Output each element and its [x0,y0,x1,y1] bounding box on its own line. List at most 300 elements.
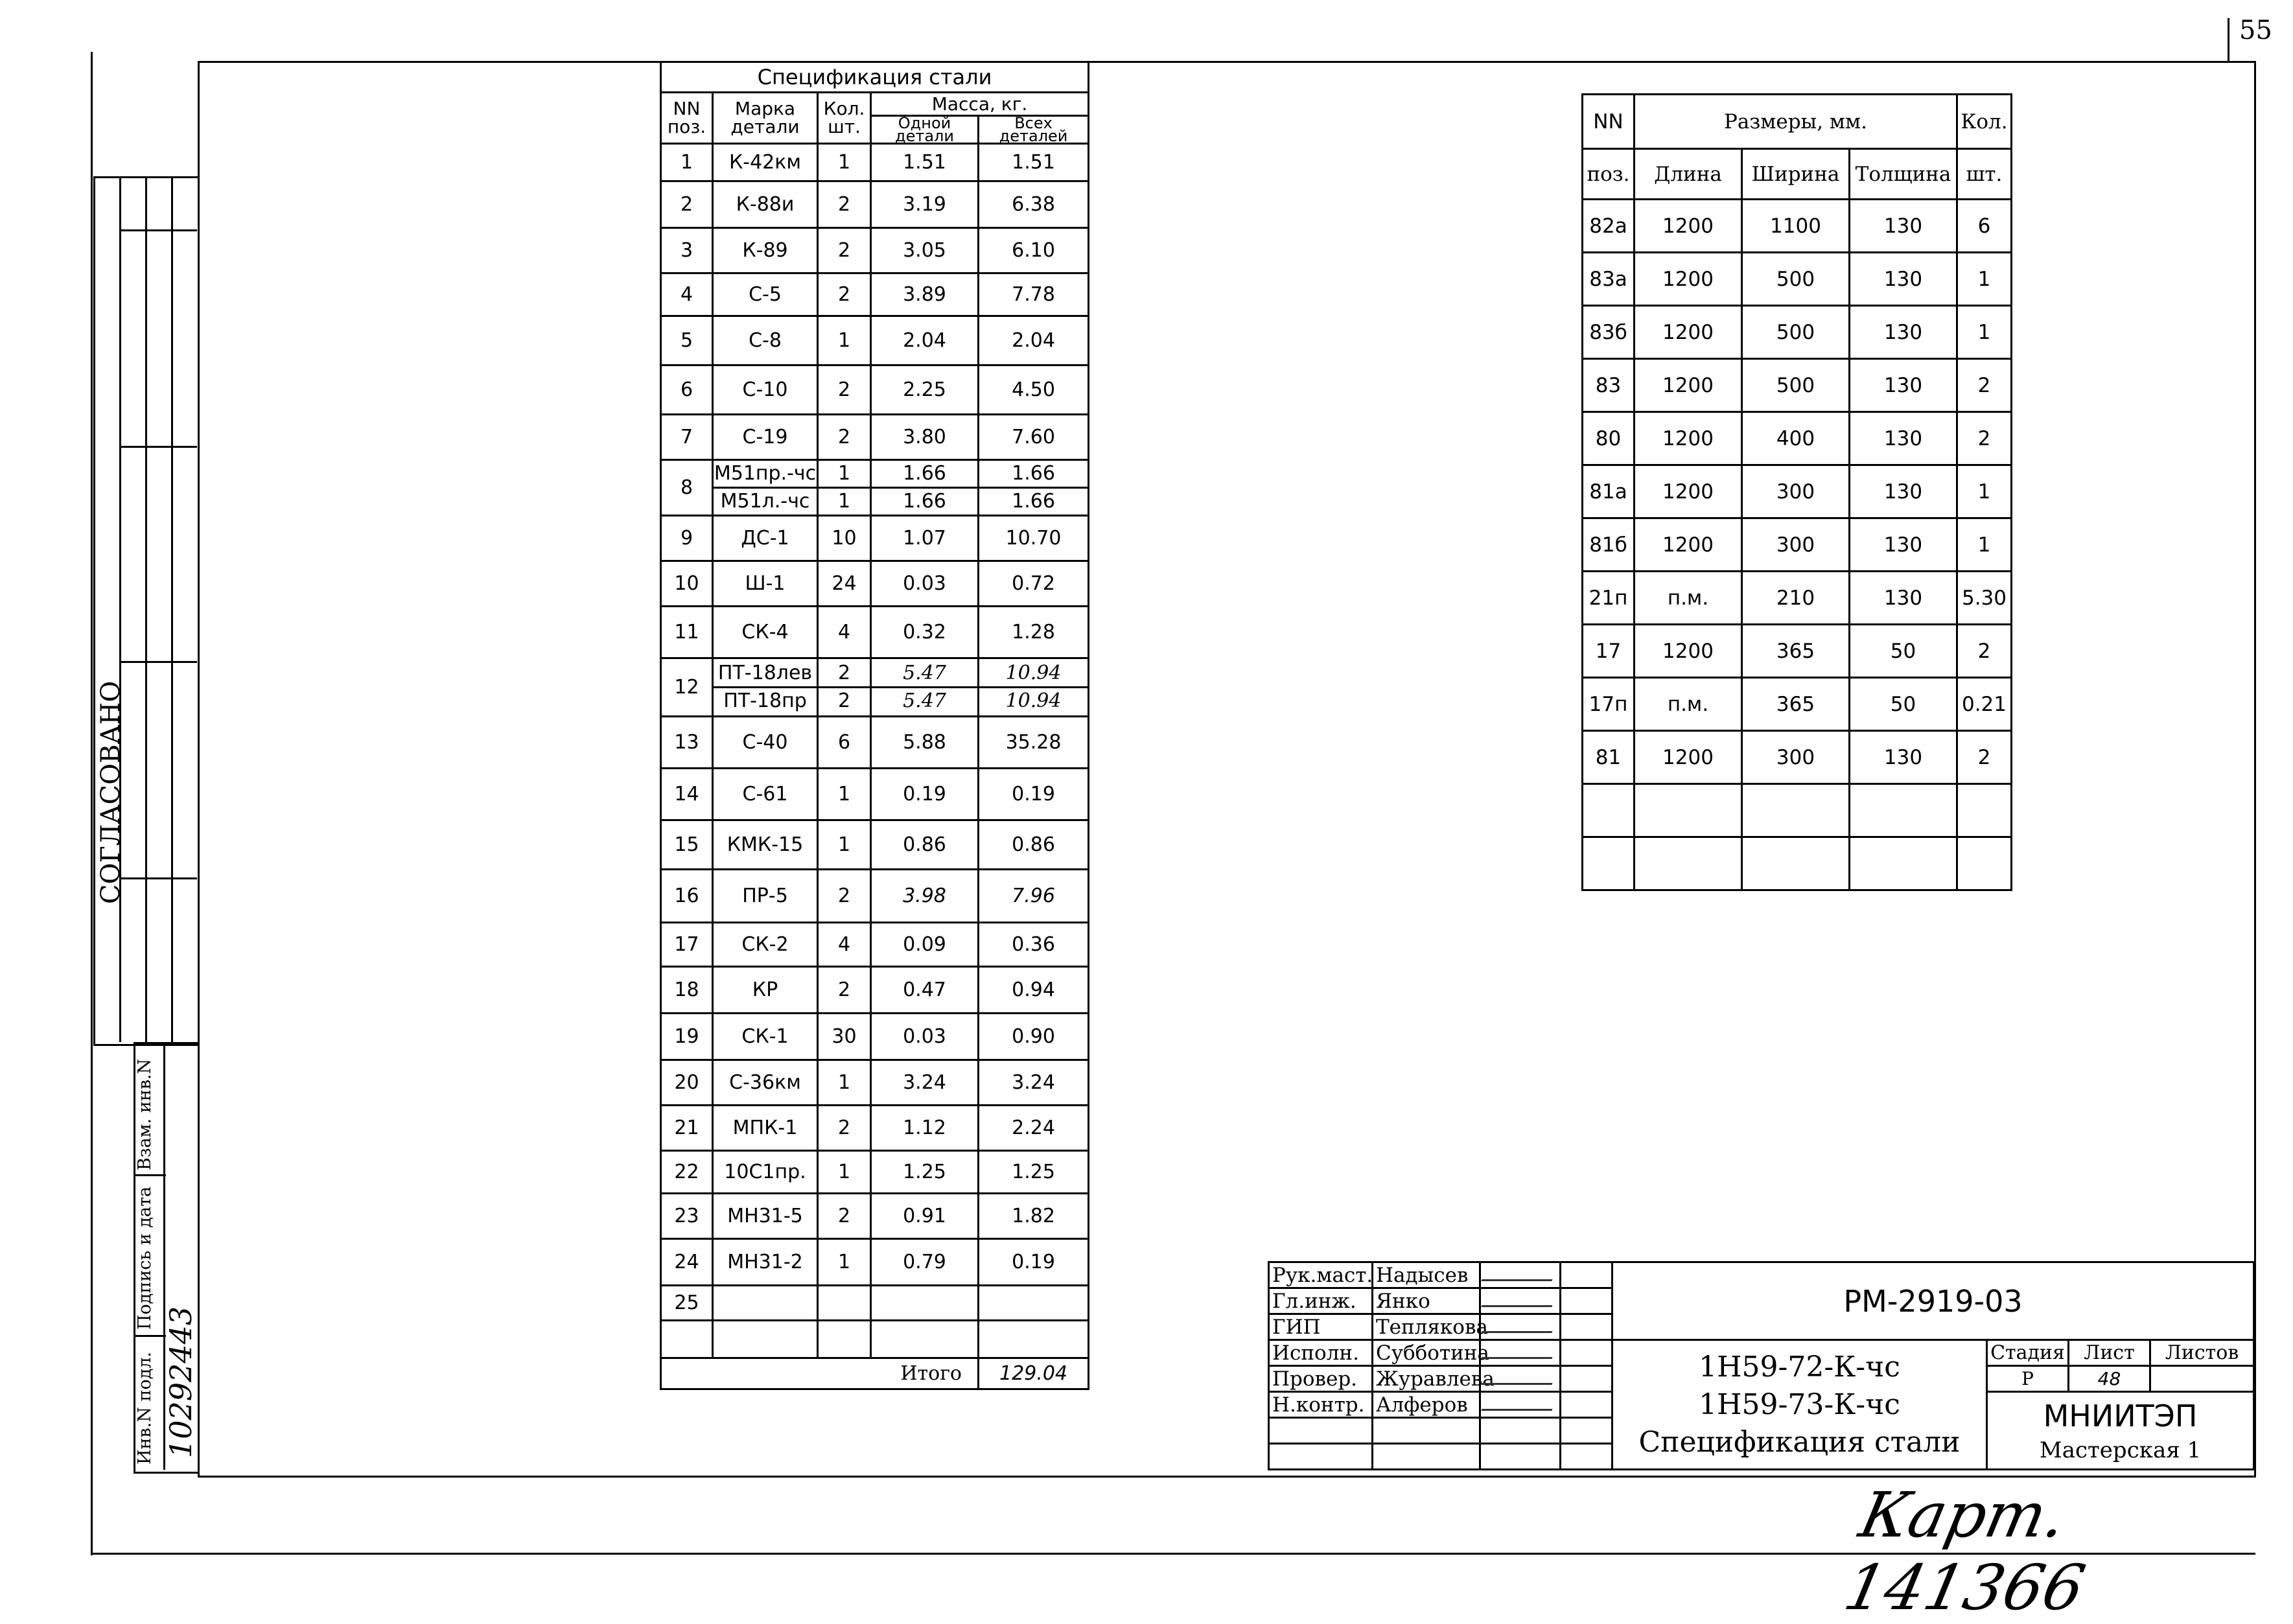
sizes-cell-thickness: 130 [1850,359,1957,412]
spec-cell-mark [713,1286,818,1321]
spec-cell-one: 0.03 [871,1014,979,1060]
spec-cell-mark [713,658,818,717]
sizes-cell-thickness: 130 [1850,253,1957,306]
spec-cell-pos: 12 [661,658,713,717]
sizes-cell-width: 1100 [1742,200,1850,253]
spec-cell-all: 3.24 [979,1060,1089,1106]
spec-row [661,607,1089,658]
spec-subcell-qty: 1 [819,487,870,515]
spec-cell-pos: 8 [661,460,713,516]
spec-cell-pos: 21 [661,1106,713,1151]
spec-cell-all: 2.04 [979,316,1089,365]
stamp-date-2 [1561,1314,1612,1340]
spec-cell-mark: ПР-5 [713,870,818,923]
spec-row [661,1239,1089,1286]
sizes-cell-width [1742,784,1850,837]
spec-cell-one: 3.89 [871,273,979,316]
spec-cell-all: 0.94 [979,967,1089,1014]
spec-cell-pos: 22 [661,1151,713,1194]
stamp-signature-2 [1480,1314,1561,1340]
stamp-empty-sign-7 [1480,1444,1561,1470]
spec-cell-qty: 1 [818,1151,871,1194]
spec-cell-one [871,1286,979,1321]
stamp-signature-3 [1480,1340,1561,1366]
sizes-cell-pos: 82а [1583,200,1635,253]
spec-title: Спецификация стали [661,62,1089,93]
spec-row [661,273,1089,316]
sizes-header-width: Ширина [1742,149,1850,200]
sizes-cell-length: 1200 [1635,625,1742,678]
spec-subcell-qty: 1 [837,462,851,485]
agreed-row-line-2 [119,446,197,448]
spec-subcell-mark: М51л.-чс [714,487,817,515]
stamp-empty-role-6 [1269,1418,1373,1444]
spec-subcell-qty: 2 [837,662,851,684]
spec-cell-mark: С-8 [713,316,818,365]
spec-row [661,144,1089,181]
agreed-col-line-1 [119,176,121,1042]
spec-cell-pos: 18 [661,967,713,1014]
spec-cell-mark: КМК-15 [713,820,818,870]
spec-cell-qty: 2 [818,181,871,228]
sizes-cell-width: 365 [1742,625,1850,678]
spec-cell-qty: 2 [818,228,871,273]
spec-cell-all: 7.96 [979,870,1089,923]
spec-cell-all: 2.24 [979,1106,1089,1151]
spec-row [661,717,1089,769]
replace-inv-field-label: Взам. инв.N [135,1058,155,1170]
stamp-empty-role-7 [1269,1444,1373,1470]
spec-cell-qty: 2 [818,1194,871,1239]
sizes-cell-length: 1200 [1635,306,1742,359]
inventory-handwritten: 10292443 [163,1306,198,1458]
sizes-cell-length: 1200 [1635,731,1742,784]
spec-cell-mark: С-40 [713,717,818,769]
stamp-signature-0 [1480,1262,1561,1288]
sizes-cell-qty: 5.30 [1957,572,2012,625]
spec-cell-all [979,1286,1089,1321]
spec-cell-mark: С-10 [713,365,818,415]
stamp-date-5 [1561,1392,1612,1418]
spec-cell-pos: 10 [661,561,713,607]
sizes-cell-width: 500 [1742,306,1850,359]
sizes-cell-qty: 1 [1957,518,2012,572]
spec-subcell-mark: М51пр.-чс [714,462,817,485]
stamp-name-5: Алферов [1373,1392,1480,1418]
spec-cell-pos: 15 [661,820,713,870]
organization [1987,1392,2254,1470]
spec-cell-qty [818,1321,871,1358]
spec-total-label: Итого [661,1358,979,1389]
spec-cell-one: 0.09 [871,923,979,967]
workshop-name: Мастерская 1 [2039,1437,2202,1463]
stamp-date-4 [1561,1366,1612,1392]
spec-cell-all: 0.19 [979,1239,1089,1286]
sizes-cell-thickness: 130 [1850,306,1957,359]
agreed-col-line-3 [171,176,173,1042]
spec-cell-mark: СК-1 [713,1014,818,1060]
spec-cell-one: 3.98 [871,870,979,923]
spec-row [661,1151,1089,1194]
spec-cell-all: 1.51 [979,144,1089,181]
sizes-cell-thickness: 130 [1850,200,1957,253]
doc-series-and-title [1612,1340,1987,1470]
spec-header-mass-all: Всех деталей [979,116,1089,144]
sizes-cell-qty: 1 [1957,465,2012,518]
left-margin-line [91,52,93,1555]
doc-title: Спецификация стали [1638,1425,1961,1459]
sizes-cell-qty: 2 [1957,412,2012,465]
sizes-cell-pos: 81 [1583,731,1635,784]
spec-cell-one: 0.86 [871,820,979,870]
sizes-cell-width: 300 [1742,465,1850,518]
agreed-row-line-3 [119,661,197,663]
sizes-cell-width: 300 [1742,518,1850,572]
stamp-role-4: Провер. [1269,1366,1373,1392]
sizes-header-pos: NN [1583,95,1635,149]
spec-cell-pos [661,1321,713,1358]
spec-cell-qty: 2 [818,1106,871,1151]
sheet-value: 48 [2069,1366,2150,1392]
sizes-cell-width: 210 [1742,572,1850,625]
spec-cell-qty: 2 [818,870,871,923]
series-2: 1Н59-73-К-чс [1699,1387,1900,1421]
sizes-row [1583,465,2012,518]
stamp-empty-date-7 [1561,1444,1612,1470]
spec-cell-pos: 2 [661,181,713,228]
stage-label: Стадия [1987,1340,2069,1366]
spec-cell-one: 0.91 [871,1194,979,1239]
archive-note: Карт. 141366 [1838,1479,2091,1624]
sizes-cell-qty: 2 [1957,731,2012,784]
sizes-cell-pos: 21п [1583,572,1635,625]
sizes-cell-width: 500 [1742,253,1850,306]
spec-cell-all: 1.25 [979,1151,1089,1194]
sizes-cell-thickness: 130 [1850,572,1957,625]
sizes-header-pos-2: поз. [1583,149,1635,200]
spec-cell-qty: 1 [818,820,871,870]
spec-cell-one: 5.88 [871,717,979,769]
inv-field-label: Инв.N подл. [135,1351,155,1465]
spec-cell-all: 0.36 [979,923,1089,967]
spec-cell-all: 6.38 [979,181,1089,228]
stamp-empty-name-7 [1373,1444,1480,1470]
spec-subcell-all: 1.66 [979,487,1088,515]
spec-cell-one: 3.05 [871,228,979,273]
stamp-date-1 [1561,1288,1612,1314]
sizes-cell-qty: 2 [1957,359,2012,412]
spec-cell-pos: 3 [661,228,713,273]
spec-cell-qty: 6 [818,717,871,769]
spec-cell-all: 10.70 [979,516,1089,561]
spec-cell-pos: 11 [661,607,713,658]
org-name: МНИИТЭП [2043,1398,2198,1433]
spec-cell-pos: 25 [661,1286,713,1321]
sizes-cell-width: 300 [1742,731,1850,784]
spec-cell-pos: 23 [661,1194,713,1239]
sizes-cell-length [1635,837,1742,890]
spec-cell-all: 6.10 [979,228,1089,273]
spec-subcell-qty: 2 [819,686,870,714]
sizes-cell-length: п.м. [1635,572,1742,625]
sizes-cell-length: п.м. [1635,678,1742,731]
spec-cell-one: 0.19 [871,769,979,820]
sizes-row [1583,572,2012,625]
sizes-row [1583,678,2012,731]
spec-cell-qty: 4 [818,607,871,658]
sizes-cell-length: 1200 [1635,253,1742,306]
spec-cell-one: 1.25 [871,1151,979,1194]
spec-cell-pos: 24 [661,1239,713,1286]
sizes-cell-pos: 80 [1583,412,1635,465]
spec-row [661,1286,1089,1321]
spec-cell-pos: 19 [661,1014,713,1060]
sizes-cell-thickness: 50 [1850,625,1957,678]
sizes-header-dims: Размеры, мм. [1635,95,1957,149]
spec-cell-qty: 1 [818,316,871,365]
sizes-cell-width: 500 [1742,359,1850,412]
spec-subcell-all: 10.94 [1005,662,1062,684]
sizes-cell-pos: 83 [1583,359,1635,412]
spec-cell-mark: МПК-1 [713,1106,818,1151]
spec-cell-qty: 2 [818,365,871,415]
page-number: 55 [2239,16,2272,45]
stamp-role-2: ГИП [1269,1314,1373,1340]
spec-cell-qty [818,1286,871,1321]
sizes-row [1583,837,2012,890]
spec-cell-mark: К-42км [713,144,818,181]
spec-cell-mark: Ш-1 [713,561,818,607]
stamp-role-3: Исполн. [1269,1340,1373,1366]
sheet-label: Лист [2069,1340,2150,1366]
spec-cell-mark: МН31-5 [713,1194,818,1239]
sizes-cell-width: 365 [1742,678,1850,731]
agreed-row-line-4 [119,877,197,879]
spec-cell-all: 0.90 [979,1014,1089,1060]
stamp-empty-sign-6 [1480,1418,1561,1444]
spec-cell-pos: 9 [661,516,713,561]
spec-header-mass: Масса, кг. [871,93,1089,116]
sizes-cell-thickness: 130 [1850,465,1957,518]
sizes-cell-qty [1957,784,2012,837]
sizes-cell-thickness [1850,784,1957,837]
sizes-cell-thickness [1850,837,1957,890]
spec-cell-qty: 2 [818,967,871,1014]
spec-subcell-one: 5.47 [903,662,946,684]
spec-cell-mark: МН31-2 [713,1239,818,1286]
spec-cell-qty [818,658,871,717]
spec-cell-qty: 1 [818,144,871,181]
spec-row [661,1194,1089,1239]
sizes-cell-pos [1583,784,1635,837]
stamp-signature-5 [1480,1392,1561,1418]
spec-cell-qty: 4 [818,923,871,967]
stamp-name-2: Теплякова [1373,1314,1480,1340]
stage-value: Р [1987,1366,2069,1392]
sizes-cell-qty: 1 [1957,306,2012,359]
sizes-cell-thickness: 50 [1850,678,1957,731]
spec-cell-mark: С-36км [713,1060,818,1106]
spec-row [661,658,1089,717]
spec-header-qty: Кол. шт. [818,93,871,144]
spec-cell-one [871,1321,979,1358]
spec-cell-mark: К-89 [713,228,818,273]
spec-row [661,516,1089,561]
sizes-header-qty-2: шт. [1957,149,2012,200]
spec-cell-qty: 24 [818,561,871,607]
stamp-signature-4 [1480,1366,1561,1392]
sizes-cell-pos [1583,837,1635,890]
spec-cell-one: 0.79 [871,1239,979,1286]
spec-cell-one: 2.04 [871,316,979,365]
spec-cell-pos: 7 [661,415,713,460]
spec-row [661,316,1089,365]
stamp-name-4: Журавлева [1373,1366,1480,1392]
spec-cell-mark: ДС-1 [713,516,818,561]
spec-row [661,967,1089,1014]
spec-cell-all: 7.78 [979,273,1089,316]
spec-row [661,1321,1089,1358]
spec-row [661,820,1089,870]
sizes-cell-length: 1200 [1635,465,1742,518]
spec-subcell-one: 1.66 [872,487,977,515]
spec-cell-mark: КР [713,967,818,1014]
sizes-cell-thickness: 130 [1850,412,1957,465]
spec-cell-mark: СК-2 [713,923,818,967]
spec-cell-all: 1.82 [979,1194,1089,1239]
spec-total-value: 129.04 [979,1358,1089,1389]
spec-cell-all: 0.72 [979,561,1089,607]
spec-row [661,1060,1089,1106]
spec-cell-mark [713,1321,818,1358]
sizes-row [1583,359,2012,412]
spec-cell-all: 1.28 [979,607,1089,658]
sizes-cell-pos: 17п [1583,678,1635,731]
spec-cell-mark: С-5 [713,273,818,316]
spec-header-mark: Марка детали [713,93,818,144]
spec-row [661,415,1089,460]
spec-cell-mark: 10С1пр. [713,1151,818,1194]
spec-cell-one: 1.07 [871,516,979,561]
spec-cell-pos: 13 [661,717,713,769]
sizes-row [1583,306,2012,359]
spec-cell-qty: 30 [818,1014,871,1060]
sizes-row [1583,625,2012,678]
spec-cell-mark: СК-4 [713,607,818,658]
stamp-date-0 [1561,1262,1612,1288]
spec-cell-all [979,658,1089,717]
steel-spec-table [660,61,1089,1390]
spec-cell-pos: 6 [661,365,713,415]
stamp-empty-name-6 [1373,1418,1480,1444]
spec-cell-pos: 5 [661,316,713,365]
spec-header-pos: NN поз. [661,93,713,144]
stamp-empty-date-6 [1561,1418,1612,1444]
spec-row [661,460,1089,516]
spec-row [661,923,1089,967]
spec-cell-qty [818,460,871,516]
spec-cell-all: 35.28 [979,717,1089,769]
spec-cell-pos: 14 [661,769,713,820]
spec-cell-qty: 1 [818,1060,871,1106]
sizes-cell-width: 400 [1742,412,1850,465]
spec-subcell-all: 10.94 [979,686,1088,714]
sizes-cell-length: 1200 [1635,359,1742,412]
sizes-cell-pos: 81а [1583,465,1635,518]
sizes-cell-pos: 83б [1583,306,1635,359]
doc-code: РМ-2919-03 [1612,1262,2254,1340]
spec-row [661,228,1089,273]
spec-cell-mark: С-61 [713,769,818,820]
spec-cell-all: 7.60 [979,415,1089,460]
spec-cell-one: 1.12 [871,1106,979,1151]
inventory-row-line-1 [134,1174,166,1176]
spec-cell-one: 1.51 [871,144,979,181]
spec-cell-one: 0.47 [871,967,979,1014]
spec-row [661,1106,1089,1151]
spec-row [661,365,1089,415]
spec-subcell-one: 1.66 [903,462,946,485]
sizes-table [1581,93,2012,891]
sizes-cell-length: 1200 [1635,200,1742,253]
sizes-row [1583,412,2012,465]
spec-cell-one: 0.32 [871,607,979,658]
spec-cell-qty: 2 [818,273,871,316]
spec-cell-qty: 1 [818,1239,871,1286]
sizes-row [1583,253,2012,306]
spec-cell-pos: 1 [661,144,713,181]
agreed-col-line-2 [145,176,147,1042]
spec-cell-mark [713,460,818,516]
sizes-cell-pos: 83а [1583,253,1635,306]
sizes-cell-pos: 17 [1583,625,1635,678]
spec-row [661,769,1089,820]
sizes-cell-length: 1200 [1635,412,1742,465]
spec-subcell-all: 1.66 [1012,462,1055,485]
sizes-cell-thickness: 130 [1850,518,1957,572]
spec-subcell-mark: ПТ-18пр [714,686,817,714]
sizes-cell-qty: 2 [1957,625,2012,678]
stamp-name-3: Субботина [1373,1340,1480,1366]
spec-subcell-mark: ПТ-18лев [717,662,813,684]
sizes-cell-thickness: 130 [1850,731,1957,784]
stamp-name-0: Надысев [1373,1262,1480,1288]
sizes-header-length: Длина [1635,149,1742,200]
sizes-row [1583,784,2012,837]
spec-row [661,870,1089,923]
spec-cell-one: 3.80 [871,415,979,460]
sizes-cell-pos: 81б [1583,518,1635,572]
agreed-row-line-1 [119,229,197,231]
spec-cell-one [871,460,979,516]
spec-cell-one [871,658,979,717]
sizes-cell-width [1742,837,1850,890]
sizes-cell-length [1635,784,1742,837]
spec-cell-qty: 1 [818,769,871,820]
spec-subcell-one: 5.47 [872,686,977,714]
spec-cell-qty: 2 [818,415,871,460]
spec-cell-mark: С-19 [713,415,818,460]
spec-cell-all: 4.50 [979,365,1089,415]
spec-cell-all [979,460,1089,516]
sizes-cell-qty [1957,837,2012,890]
spec-cell-all [979,1321,1089,1358]
sizes-row [1583,731,2012,784]
stamp-date-3 [1561,1340,1612,1366]
spec-cell-one: 0.03 [871,561,979,607]
title-block [1268,1261,2255,1470]
spec-cell-mark: К-88и [713,181,818,228]
